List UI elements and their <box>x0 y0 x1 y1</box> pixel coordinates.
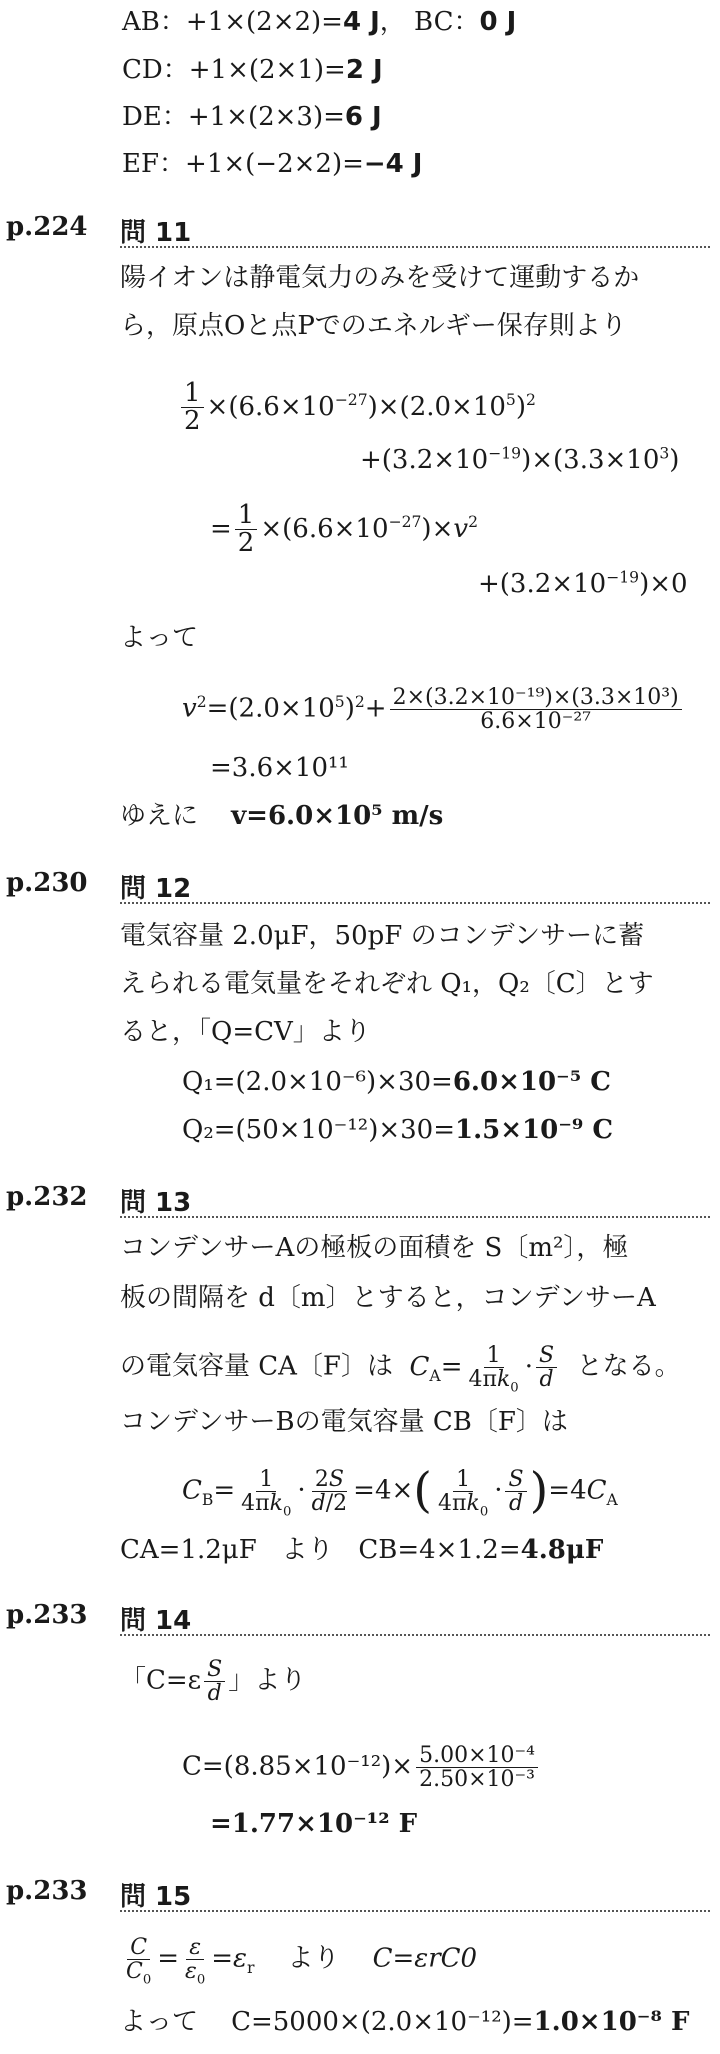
ef-label: EF： <box>122 149 186 179</box>
ef-expr: +1×(−2×2)= <box>185 149 364 179</box>
q15-e: ε <box>186 1936 204 1960</box>
q12-text-2: えられる電気量をそれぞれ Q₁，Q₂〔C〕とす <box>120 969 654 999</box>
ab-expr: +1×(2×2)= <box>185 7 343 37</box>
de-expr: +1×(2×3)= <box>187 102 345 132</box>
q11-eq-line-6: =3.6×10¹¹ <box>210 753 349 783</box>
q11-big-fraction <box>390 686 682 733</box>
half-num-2: 1 <box>235 502 258 530</box>
ca-frac-1-num: 1 <box>484 1344 504 1368</box>
q11-divider <box>120 246 710 248</box>
cd-label: CD： <box>122 55 189 85</box>
q13-text-4: コンデンサーBの電気容量 CB〔F〕は <box>120 1407 568 1437</box>
q12-text-3: ると，「Q=CV」より <box>120 1017 371 1047</box>
q14-fraction <box>416 1744 538 1791</box>
q15-expr: C=5000×(2.0×10⁻¹²)= <box>231 2007 534 2037</box>
q13-text-3 <box>120 1343 681 1396</box>
q13-text-3b: となる。 <box>576 1351 681 1382</box>
ca-frac-1-den: $4\pi k_0$ <box>468 1367 519 1396</box>
half-den: 2 <box>184 406 201 437</box>
cd-answer: 2 J <box>345 55 383 85</box>
q12-page-ref: p.230 <box>6 868 88 898</box>
q15-e-over-e0 <box>182 1935 208 1988</box>
q11-answer: v=6.0×10⁵ m/s <box>231 801 444 831</box>
q13-ca-value: CA=1.2μF <box>120 1535 257 1565</box>
q13-cb-formula: $C_B=$ $\frac{1}{4\pi k_0}$ · $\frac{2S}{d/2}$ =4×( $\frac{1}{4\pi k_0}$ · $\frac{S}{d}$ )$=4C_A$ <box>182 1462 618 1520</box>
q13-divider <box>120 1216 710 1218</box>
q13-text-1: コンデンサーAの極板の面積を S〔m²〕，極 <box>120 1233 629 1263</box>
q14-answer: =1.77×10⁻¹² F <box>210 1809 418 1839</box>
q14-s: S <box>204 1658 225 1682</box>
q14-header <box>0 1600 720 1640</box>
q13-text-3a: の電気容量 CA〔F〕は <box>120 1351 393 1382</box>
q11-text-1: 陽イオンは静電気力のみを受けて運動するか <box>120 263 640 293</box>
cb-frac-3 <box>435 1467 491 1520</box>
q11-eq-line-4: $+(3.2\times 10^{-19})\times 0$ <box>478 568 688 599</box>
ca-frac-1 <box>465 1343 521 1396</box>
q11-eq-line-3: = $\frac{1}{2}$ $\times(6.6\times 10^{-27})\times v^2$ <box>210 500 478 559</box>
ab-answer: 4 J <box>342 7 380 37</box>
q11-eq-line-1: $\frac{1}{2}$ $\times(6.6\times 10^{-27})\times(2.0\times 10^5)^2$ <box>178 380 536 436</box>
q12-q2-expr: Q₂=(50×10⁻¹²)×30= <box>182 1115 455 1145</box>
q13-cb-expr: CB=4×1.2= <box>358 1535 521 1565</box>
q14-intro <box>120 1658 306 1705</box>
q11-page-ref: p.224 <box>6 212 88 242</box>
q11-yotte: よって <box>120 623 199 653</box>
q15-yori: より <box>287 1943 340 1974</box>
q13-ca-formula: $C_A=$ $\frac{1}{4\pi k_0}$ · $\frac{S}{d}$ <box>410 1352 561 1382</box>
q11-eq-line-2: $+(3.2\times 10^{-19})\times(3.3\times 10^3)$ <box>360 444 680 475</box>
q11-yueni: ゆえに <box>120 801 199 831</box>
q11-label: 問 11 <box>120 218 192 248</box>
work-de <box>122 101 382 133</box>
ef-answer: −4 J <box>363 149 423 179</box>
bc-label: BC： <box>414 7 480 37</box>
cb-frac-1-den: $4\pi k_0$ <box>241 1491 292 1520</box>
cb-frac-4-den: d <box>508 1491 524 1517</box>
half-den-2: 2 <box>237 528 255 559</box>
q15-e0: $\varepsilon_0$ <box>185 1959 206 1988</box>
q14-expr <box>182 1744 541 1791</box>
q15-page-ref: p.233 <box>6 1876 88 1906</box>
cb-frac-4-num: S <box>505 1468 526 1492</box>
q11-header <box>0 212 720 252</box>
q12-q1-line <box>182 1066 611 1098</box>
q14-frac-den: 2.50×10⁻³ <box>419 1767 535 1793</box>
cb-frac-1 <box>238 1467 294 1520</box>
q11-half-fraction-2 <box>235 502 258 558</box>
q15-yotte: よって <box>120 2007 199 2037</box>
ca-frac-2 <box>536 1344 557 1391</box>
big-frac-den: 6.6×10⁻²⁷ <box>480 709 591 735</box>
ca-frac-2-den: d <box>539 1367 554 1393</box>
cb-frac-1-num: 1 <box>256 1468 276 1492</box>
cb-frac-3-den: $4\pi k_0$ <box>438 1491 489 1520</box>
cb-frac-3-num: 1 <box>453 1468 473 1492</box>
cb-frac-2-num: 2S <box>312 1468 347 1492</box>
q11-answer-line <box>120 800 443 832</box>
q15-answer-line <box>120 2006 689 2038</box>
q12-divider <box>120 902 710 904</box>
q12-q2-answer: 1.5×10⁻⁹ C <box>455 1115 614 1145</box>
q13-answer-line <box>120 1534 603 1566</box>
q13-label: 問 13 <box>120 1188 192 1218</box>
q12-q1-answer: 6.0×10⁻⁵ C <box>452 1067 611 1097</box>
cb-frac-4 <box>505 1468 526 1515</box>
q12-text-1: 電気容量 2.0μF，50pF のコンデンサーに蓄 <box>120 921 645 951</box>
q14-divider <box>120 1634 710 1636</box>
q12-q2-line <box>182 1114 613 1146</box>
q12-header <box>0 868 720 908</box>
q15-c: C <box>127 1936 150 1960</box>
q14-frac-num: 5.00×10⁻⁴ <box>416 1744 538 1768</box>
ca-frac-2-num: S <box>536 1344 557 1368</box>
q11-text-2: ら，原点Oと点Pでのエネルギー保存則より <box>120 311 627 341</box>
q14-intro-a: 「C=ε <box>120 1665 202 1696</box>
cb-frac-2-den: d/2 <box>311 1491 348 1517</box>
q11-half-fraction <box>181 380 204 436</box>
q15-answer: 1.0×10⁻⁸ F <box>533 2007 690 2037</box>
q14-expr-text: C=(8.85×10⁻¹²)× <box>182 1751 414 1782</box>
q14-s-over-d <box>204 1658 225 1705</box>
de-label: DE： <box>122 102 188 132</box>
q14-intro-b: 」より <box>228 1665 307 1696</box>
q14-page-ref: p.233 <box>6 1600 88 1630</box>
q15-divider <box>120 1910 710 1912</box>
big-frac-num: 2×(3.2×10⁻¹⁹)×(3.3×10³) <box>390 686 682 710</box>
q14-d: d <box>207 1681 222 1707</box>
work-cd <box>122 54 383 86</box>
q13-yori: より <box>281 1535 334 1565</box>
cd-expr: +1×(2×1)= <box>188 55 346 85</box>
half-num: 1 <box>181 380 204 408</box>
q15-label: 問 15 <box>120 1882 192 1912</box>
q14-label: 問 14 <box>120 1606 192 1636</box>
de-answer: 6 J <box>344 102 382 132</box>
q13-text-2: 板の間隔を d〔m〕とすると，コンデンサーA <box>120 1283 656 1313</box>
q13-answer: 4.8μF <box>520 1535 604 1565</box>
work-ab-bc: AB：+1×(2×2)=4 J， BC：0 J <box>122 7 517 37</box>
q15-c-over-c0 <box>123 1935 154 1988</box>
q15-c0: $C_0$ <box>126 1959 152 1988</box>
q12-q1-expr: Q₁=(2.0×10⁻⁶)×30= <box>182 1067 453 1097</box>
q11-eq-line-5: $v^2=(2.0\times 10^5)^2+$ $\frac{\text{2×(3.2×10⁻¹⁹)×(3.3×10³)}}{\text{6.6×10⁻²⁷}}$ <box>182 686 685 733</box>
cb-frac-2 <box>309 1468 351 1515</box>
q15-header <box>0 1876 720 1916</box>
q15-relation: $\frac{C}{C_0}$ = $\frac{\varepsilon}{\varepsilon_0}$ $=\varepsilon_r$ より C=εrC0 <box>120 1936 477 1983</box>
ab-label: AB： <box>122 7 186 37</box>
q15-result: C=εrC0 <box>372 1943 478 1974</box>
q12-label: 問 12 <box>120 874 192 904</box>
bc-answer: 0 J <box>479 7 517 37</box>
q13-header <box>0 1182 720 1222</box>
q13-page-ref: p.232 <box>6 1182 88 1212</box>
work-ef <box>122 148 422 180</box>
